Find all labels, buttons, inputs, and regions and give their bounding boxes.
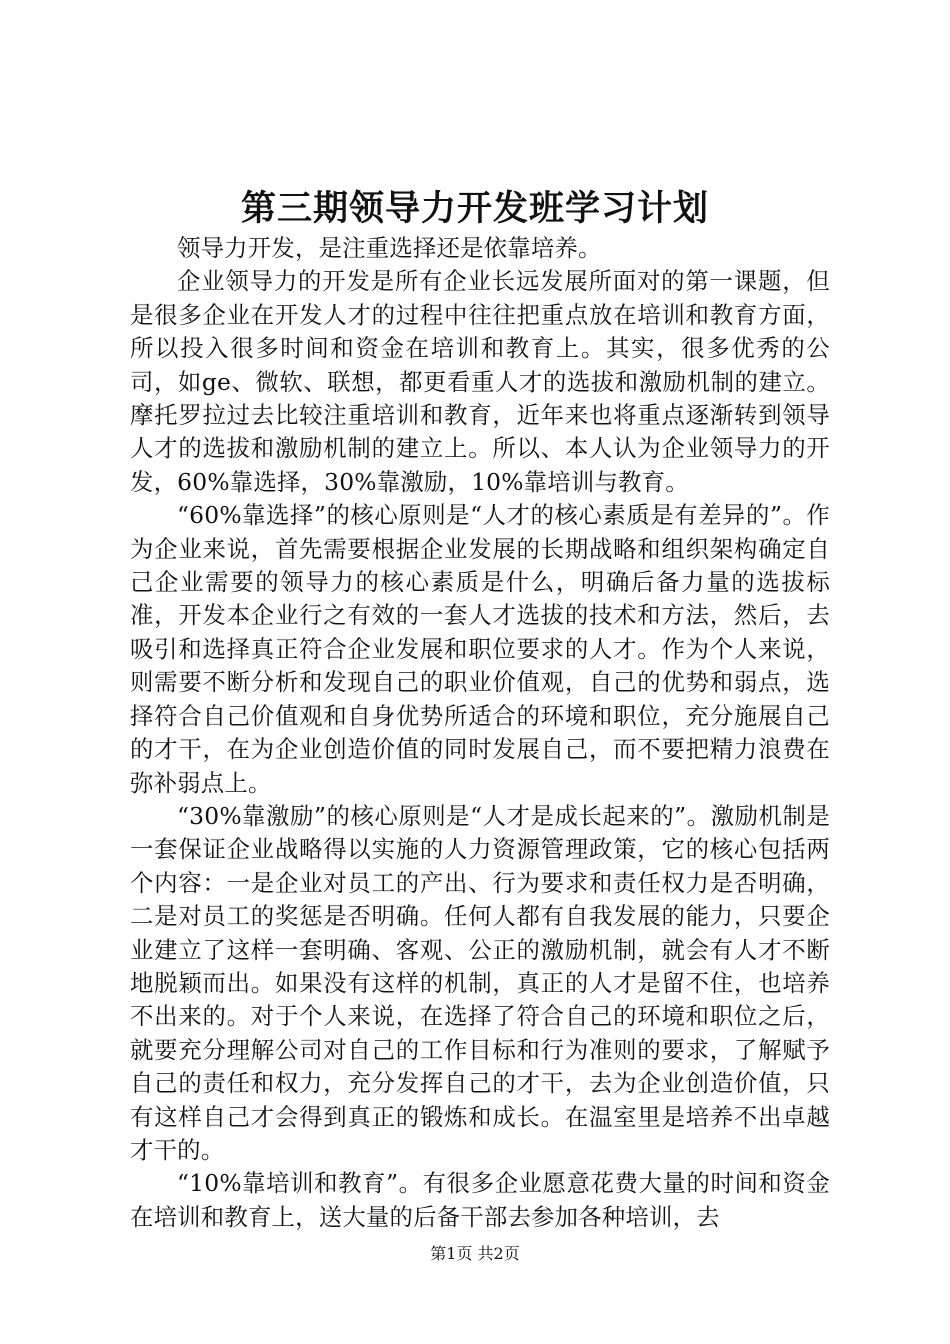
document-title: 第三期领导力开发班学习计划: [240, 188, 709, 229]
paragraph-overview: 企业领导力的开发是所有企业长远发展所面对的第一课题，但是很多企业在开发人才的过程中往往把重点放在培训和教育方面，所以投入很多时间和资金在培训和教育上。其实，很多优秀的公司，如ge、微软、联想，都更看重人才的选拔和激励机制的建立。摩托罗拉过去比较注重培训和教育，近年来也将重点逐渐转到领导人才的选拔和激励机制的建立上。所以、本人认为企业领导力的开发，60%靠选择，30%靠激励，10%靠培训与教育。: [130, 267, 830, 496]
paragraph-training: “10%靠培训和教育”。有很多企业愿意花费大量的时间和资金在培训和教育上，送大量的后备干部去参加各种培训，去: [130, 1169, 830, 1231]
paragraph-intro: 领导力开发，是注重选择还是依靠培养。: [177, 234, 602, 262]
paragraph-incentive: “30%靠激励”的核心原则是“人才是成长起来的”。激励机制是一套保证企业战略得以实施的人力资源管理政策，它的核心包括两个内容：一是企业对员工的产出、行为要求和责任权力是否明确，二是对员工的奖惩是否明确。任何人都有自我发展的能力，只要企业建立了这样一套明确、客观、公正的激励机制，就会有人才不断地脱颖而出。如果没有这样的机制，真正的人才是留不住，也培养不出来的。对于个人来说，在选择了符合自己的环境和职位之后，就要充分理解公司对自己的工作目标和行为准则的要求，了解赋予自己的责任和权力，充分发挥自己的才干，去为企业创造价值，只有这样自己才会得到真正的锻炼和成长。在温室里是培养不出卓越才干的。: [130, 801, 830, 1164]
document-body: [130, 232, 830, 1234]
page-footer: 第1页 共2页: [430, 1244, 520, 1263]
paragraph-selection: “60%靠选择”的核心原则是“人才的核心素质是有差异的”。作为企业来说，首先需要根据企业发展的长期战略和组织架构确定自己企业需要的领导力的核心素质是什么，明确后备力量的选拔标准，开发本企业行之有效的一套人才选拔的技术和方法，然后，去吸引和选择真正符合企业发展和职位要求的人才。作为个人来说，则需要不断分析和发现自己的职业价值观，自己的优势和弱点，选择符合自己价值观和自身优势所适合的环境和职位，充分施展自己的才干，在为企业创造价值的同时发展自己，而不要把精力浪费在弥补弱点上。: [130, 501, 830, 797]
